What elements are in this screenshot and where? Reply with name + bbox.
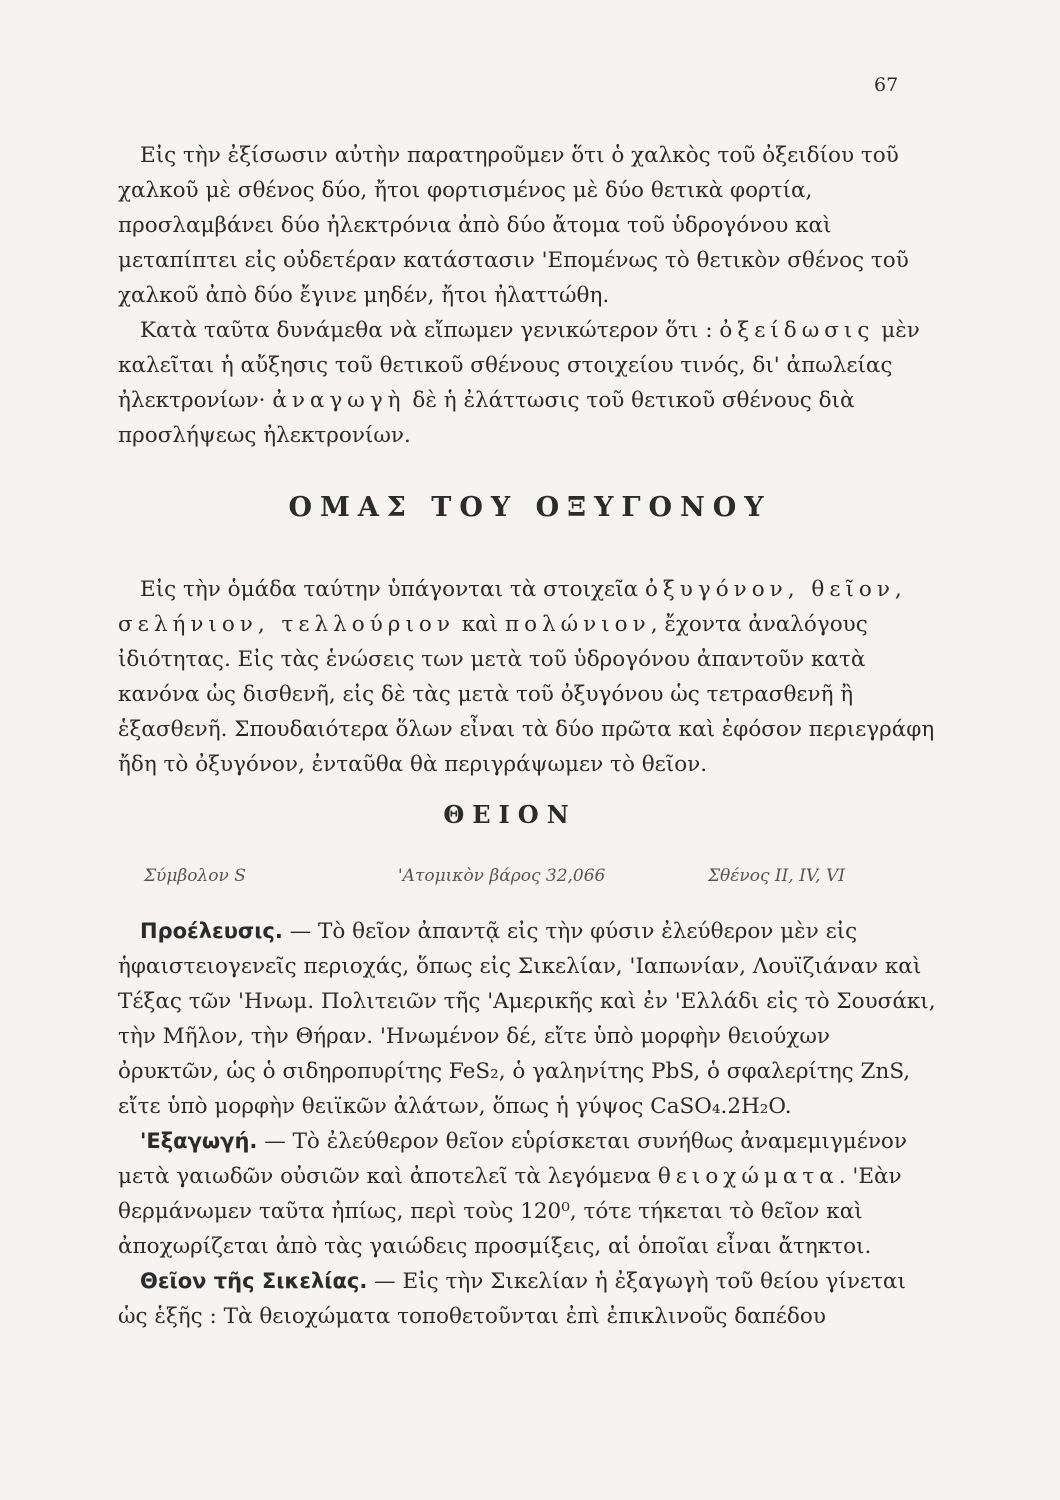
term-oxidation: ὀξείδωσις <box>719 318 875 343</box>
intro-p2-after: δὲ ἡ ἐλάττωσις τοῦ θετικοῦ σθένους διὰ προσλήψεως ἠλεκτρονίων. <box>118 388 855 448</box>
intro-paragraph-1: Εἰς τὴν ἐξίσωσιν αὐτὴν παρατηροῦμεν ὅτι ὁ χαλκὸς τοῦ ὀξειδίου τοῦ χαλκοῦ μὲ σθένος δύο, ἤτοι φορτισμένος μὲ δύο θετικὰ φορτία, προσλαμβάνει δύο ἠλεκτρόνια ἀπὸ δύο ἄτομα τοῦ ὑδρογόνου καὶ μεταπίπτει εἰς οὐδετέραν κατάστασιν 'Επομένως τὸ θετικὸν σθένος τοῦ χαλκοῦ ἀπὸ δύο ἔγινε μηδέν, ἤτοι ἠλαττώθη. <box>118 143 909 308</box>
term-reduction: ἀναγωγὴ <box>272 388 406 413</box>
valence: Σθένος II, IV, VI <box>708 866 845 886</box>
subheading-sulfur: ΘΕΙΟΝ <box>443 800 577 829</box>
term-theiochomata: θειοχώματα <box>657 1164 839 1189</box>
element-symbol: Σύμβολον S <box>144 866 246 886</box>
origin-paragraph <box>118 914 938 1124</box>
extraction-text-before: — Τὸ ἐλεύθερον θεῖον εὑρίσκεται συνήθως ἀναμεμιγμένον μετὰ γαιωδῶν οὐσιῶν καὶ ἀποτελεῖ τὰ λεγόμενα <box>118 1129 907 1189</box>
intro-section <box>118 138 938 453</box>
page-number: 67 <box>874 74 899 96</box>
origin-title: Προέλευσις. <box>140 919 283 943</box>
oxygen-group-section <box>118 572 938 782</box>
sicily-title: Θεῖον τῆς Σικελίας. <box>140 1269 368 1293</box>
extraction-paragraph <box>118 1124 938 1264</box>
group-and: καὶ <box>454 612 505 637</box>
group-after: , ἔχοντα ἀναλόγους ἰδιότητας. Εἰς τὰς ἑνώσεις των μετὰ τοῦ ὑδρογόνου ἀπαντοῦν κατὰ κανόνα ὡς δισθενῆ, εἰς δὲ τὰς μετὰ τοῦ ὀξυγόνου ὡς τετρασθενῆ ἢ ἑξασθενῆ. Σπουδαιότερα ὅλων εἶναι τὰ δύο πρῶτα καὶ ἐφόσον περιεγράφη ἤδη τὸ ὀξυγόνον, ἐνταῦθα θὰ περιγράψωμεν τὸ θεῖον. <box>118 612 935 777</box>
intro-paragraph-2 <box>118 313 938 453</box>
sicily-paragraph <box>118 1264 938 1334</box>
intro-p2-before: Κατὰ ταῦτα δυνάμεθα νὰ εἴπωμεν γενικώτερον ὅτι : <box>140 318 720 343</box>
group-terms: ὀξυγόνον, θεῖον, σελήνιον, τελλούριον <box>118 577 907 637</box>
sicily-text: — Εἰς τὴν Σικελίαν ἡ ἐξαγωγὴ τοῦ θείου γίνεται ὡς ἑξῆς : Τὰ θειοχώματα τοποθετοῦνται ἐπὶ ἐπικλινοῦς δαπέδου <box>118 1269 906 1329</box>
group-term-last: πολώνιον <box>504 612 651 637</box>
intro-p2-mid: μὲν καλεῖται ἡ αὔξησις τοῦ θετικοῦ σθένους στοιχείου τινός, δι' ἀπωλείας ἠλεκτρονίων· <box>118 318 920 413</box>
extraction-text-after: . 'Εὰν θερμάνωμεν ταῦτα ἠπίως, περὶ τοὺς 120⁰, τότε τήκεται τὸ θεῖον καὶ ἀποχωρίζεται ἀπὸ τὰς γαιώδεις προσμίξεις, αἱ ὁποῖαι εἶναι ἄτηκτοι. <box>118 1164 902 1259</box>
section-heading: ΟΜΑΣ ΤΟΥ ΟΞΥΓΟΝΟΥ <box>288 492 772 523</box>
origin-text: — Τὸ θεῖον ἀπαντᾷ εἰς τὴν φύσιν ἐλεύθερον μὲν εἰς ἡφαιστειογενεῖς περιοχάς, ὅπως εἰς Σικελίαν, 'Ιαπωνίαν, Λουϊζιάναν καὶ Τέξας τῶν 'Ηνωμ. Πολιτειῶν τῆς 'Αμερικῆς καὶ ἐν 'Ελλάδι εἰς τὸ Σουσάκι, τὴν Μῆλον, τὴν Θήραν. 'Ηνωμένον δέ, εἴτε ὑπὸ μορφὴν θειούχων ὀρυκτῶν, ὡς ὁ σιδηροπυρίτης FeS₂, ὁ γαληνίτης PbS, ὁ σφαλερίτης ZnS, εἴτε ὑπὸ μορφὴν θειϊκῶν ἀλάτων, ὅπως ἡ γύψος CaSO₄.2H₂O. <box>118 919 936 1119</box>
body-section <box>118 914 938 1334</box>
group-before: Εἰς τὴν ὁμάδα ταύτην ὑπάγονται τὰ στοιχεῖα <box>140 577 645 602</box>
extraction-title: 'Εξαγωγή. <box>140 1129 258 1153</box>
atomic-weight: 'Ατομικὸν βάρος 32,066 <box>398 866 606 886</box>
oxygen-group-paragraph <box>118 572 938 782</box>
